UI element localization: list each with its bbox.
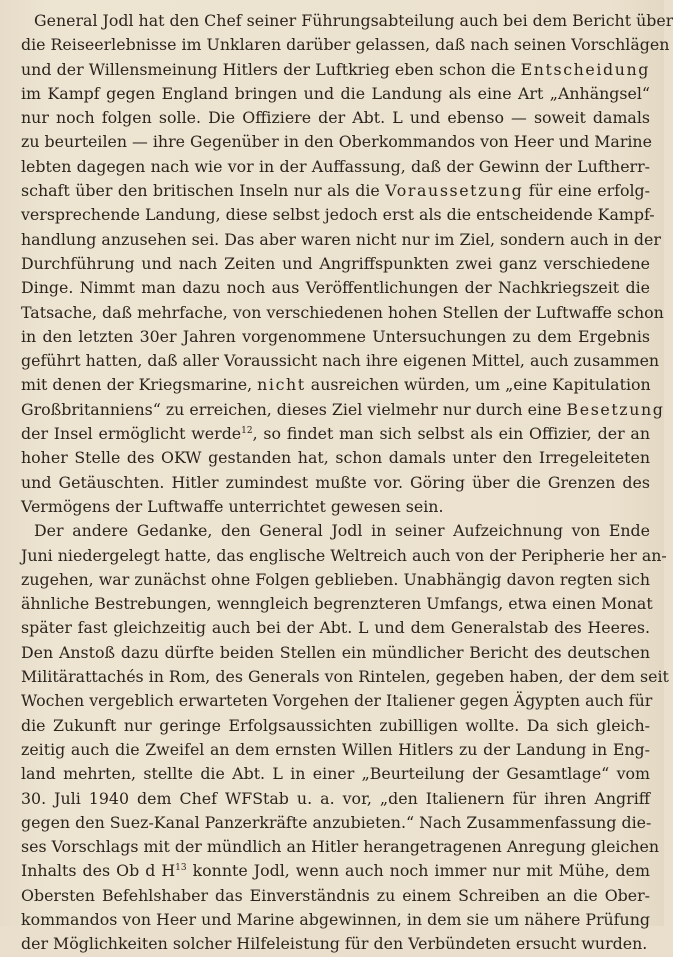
text-segment: der Insel ermöglicht werde (21, 424, 242, 444)
text-segment: Den Anstoß dazu dürfte beiden Stellen ein mündlicher Bericht des deutschen (21, 642, 650, 662)
text-line (21, 301, 664, 325)
emphasized-text: Besetzung (566, 399, 665, 419)
paragraph (21, 519, 669, 956)
text-segment: hoher Stelle des OKW gestanden hat, schon damals unter den Irregeleiteten (21, 448, 650, 468)
text-segment: 30. Juli 1940 dem Chef WFStab u. a. vor, „den Italienern für ihren Angriff (21, 788, 650, 808)
text-segment: Der andere Gedanke, den General Jodl in seiner Aufzeichnung von Ende (34, 521, 650, 541)
text-line (21, 689, 653, 713)
text-segment: Juni niedergelegt hatte, das englische Weltreich auch von der Peripherie her an- (21, 545, 667, 565)
text-line (21, 519, 650, 543)
text-segment: ausreichen würden, um „eine Kapitulation (305, 375, 651, 395)
text-segment: , so findet man sich selbst als ein Offizier, der an (252, 424, 650, 444)
text-line (21, 787, 650, 811)
text-line (21, 33, 670, 57)
text-segment: später fast gleichzeitig auch bei der Abt. L und dem Generalstab des Heeres. (21, 618, 650, 638)
text-line (21, 762, 650, 786)
emphasized-text: Voraussetzung (385, 181, 524, 201)
text-line (21, 252, 650, 276)
text-segment: die Zukunft nur geringe Erfolgsaussichten zubilligen wollte. Da sich gleich- (21, 715, 650, 735)
text-line (21, 592, 653, 616)
text-line (21, 9, 673, 33)
text-segment: ähnliche Bestrebungen, wenngleich begrenzteren Umfangs, etwa einen Monat (21, 594, 653, 614)
text-line (21, 714, 650, 738)
text-segment: zugehen, war zunächst ohne Folgen geblieben. Unabhängig davon regten sich (21, 569, 650, 589)
text-segment: geführt hatten, daß aller Voraussicht nach ihre eigenen Mittel, auch zusammen (21, 351, 660, 371)
text-segment: nur noch folgen solle. Die Offiziere der Abt. L und ebenso — soweit damals (21, 108, 650, 128)
text-segment: versprechende Landung, diese selbst jedoch erst als die entscheidende Kampf- (21, 205, 655, 225)
text-line (21, 884, 650, 908)
text-segment: Durchführung und nach Zeiten und Angriffspunkten zwei ganz verschiedene (21, 253, 650, 273)
text-segment: General Jodl hat den Chef seiner Führungsabteilung auch bei dem Bericht über (34, 11, 673, 30)
text-line (21, 495, 650, 519)
text-segment: land mehrten, stellte die Abt. L in einer „Beurteilung der Gesamtlage“ vom (21, 764, 650, 784)
text-line (21, 811, 650, 835)
emphasized-text: Entscheidung (520, 59, 650, 79)
text-line (21, 130, 650, 154)
text-line (21, 58, 650, 82)
text-segment: zeitig auch die Zweifel an dem ernsten Willen Hitlers zu der Landung in Eng- (21, 739, 650, 759)
text-segment: schaft über den britischen Inseln nur als die (21, 181, 386, 201)
footnote-marker: 13 (175, 863, 187, 874)
text-segment: Vermögens der Luftwaffe unterrichtet gewesen sein. (21, 496, 444, 516)
text-line (21, 228, 661, 252)
text-line (21, 471, 650, 495)
text-line (21, 738, 650, 762)
text-segment: und Getäuschten. Hitler zumindest mußte vor. Göring über die Grenzen des (21, 472, 650, 492)
paragraph (21, 9, 673, 519)
text-segment: handlung anzusehen sei. Das aber waren nicht nur im Ziel, sondern auch in der (21, 229, 661, 249)
text-line (21, 568, 650, 592)
text-segment: die Reiseerlebnisse im Unklaren darüber gelassen, daß nach seinen Vorschlägen (21, 35, 670, 55)
text-segment: Inhalts des Ob d H (21, 861, 176, 881)
footnote-marker: 12 (241, 426, 253, 437)
text-line (21, 932, 650, 956)
text-segment: zu beurteilen — ihre Gegenüber in den Oberkommandos von Heer und Marine (21, 132, 652, 152)
text-segment: kommandos von Heer und Marine abgewinnen, in dem sie um nähere Prüfung (21, 909, 650, 929)
text-line (21, 835, 660, 859)
text-segment: Großbritanniens“ zu erreichen, dieses Ziel vielmehr nur durch eine (21, 399, 567, 419)
text-segment: Tatsache, daß mehrfache, von verschiedenen hohen Stellen der Luftwaffe schon (21, 302, 664, 322)
text-body (21, 9, 673, 957)
text-line (21, 398, 665, 422)
text-segment: der Möglichkeiten solcher Hilfeleistung für den Verbündeten ersucht wurden. (21, 934, 648, 954)
text-segment: und der Willensmeinung Hitlers der Luftkrieg eben schon die (21, 59, 521, 79)
text-segment: im Kampf gegen England bringen und die Landung als eine Art „Anhängsel“ (21, 83, 650, 103)
text-line (21, 276, 650, 300)
text-line (21, 544, 667, 568)
text-segment: gegen den Suez-Kanal Panzerkräfte anzubieten.“ Nach Zusammenfassung die- (21, 812, 652, 832)
text-line (21, 446, 650, 470)
text-line (21, 203, 655, 227)
emphasized-text: nicht (257, 375, 306, 395)
text-segment: Militärattachés in Rom, des Generals von Rintelen, gegeben haben, der dem seit (21, 667, 669, 687)
text-line (21, 859, 650, 883)
text-segment: Wochen vergeblich erwarteten Vorgehen der Italiener gegen Ägypten auch für (21, 691, 653, 711)
text-segment: lebten dagegen nach wie vor in der Auffassung, daß der Gewinn der Luftherr- (21, 156, 650, 176)
text-line (21, 106, 650, 130)
text-segment: für eine erfolg- (523, 181, 650, 201)
text-segment: Obersten Befehlshaber das Einverständnis zu einem Schreiben an die Ober- (21, 885, 650, 905)
text-line (21, 616, 650, 640)
text-line (21, 82, 650, 106)
text-line (21, 349, 660, 373)
text-line (21, 325, 650, 349)
text-segment: konnte Jodl, wenn auch noch immer nur mit Mühe, dem (186, 861, 650, 881)
text-line (21, 665, 669, 689)
text-line (21, 641, 650, 665)
text-line (21, 908, 650, 932)
text-line (21, 373, 650, 397)
text-line (21, 155, 650, 179)
text-segment: ses Vorschlags mit der mündlich an Hitler herangetragenen Anregung gleichen (21, 837, 660, 857)
text-segment: mit denen der Kriegsmarine, (21, 375, 258, 395)
text-segment: Dinge. Nimmt man dazu noch aus Veröffentlichungen der Nachkriegszeit die (21, 278, 650, 298)
text-segment: in den letzten 30er Jahren vorgenommene Untersuchungen zu dem Ergebnis (21, 326, 650, 346)
text-line (21, 422, 650, 446)
text-line (21, 179, 650, 203)
